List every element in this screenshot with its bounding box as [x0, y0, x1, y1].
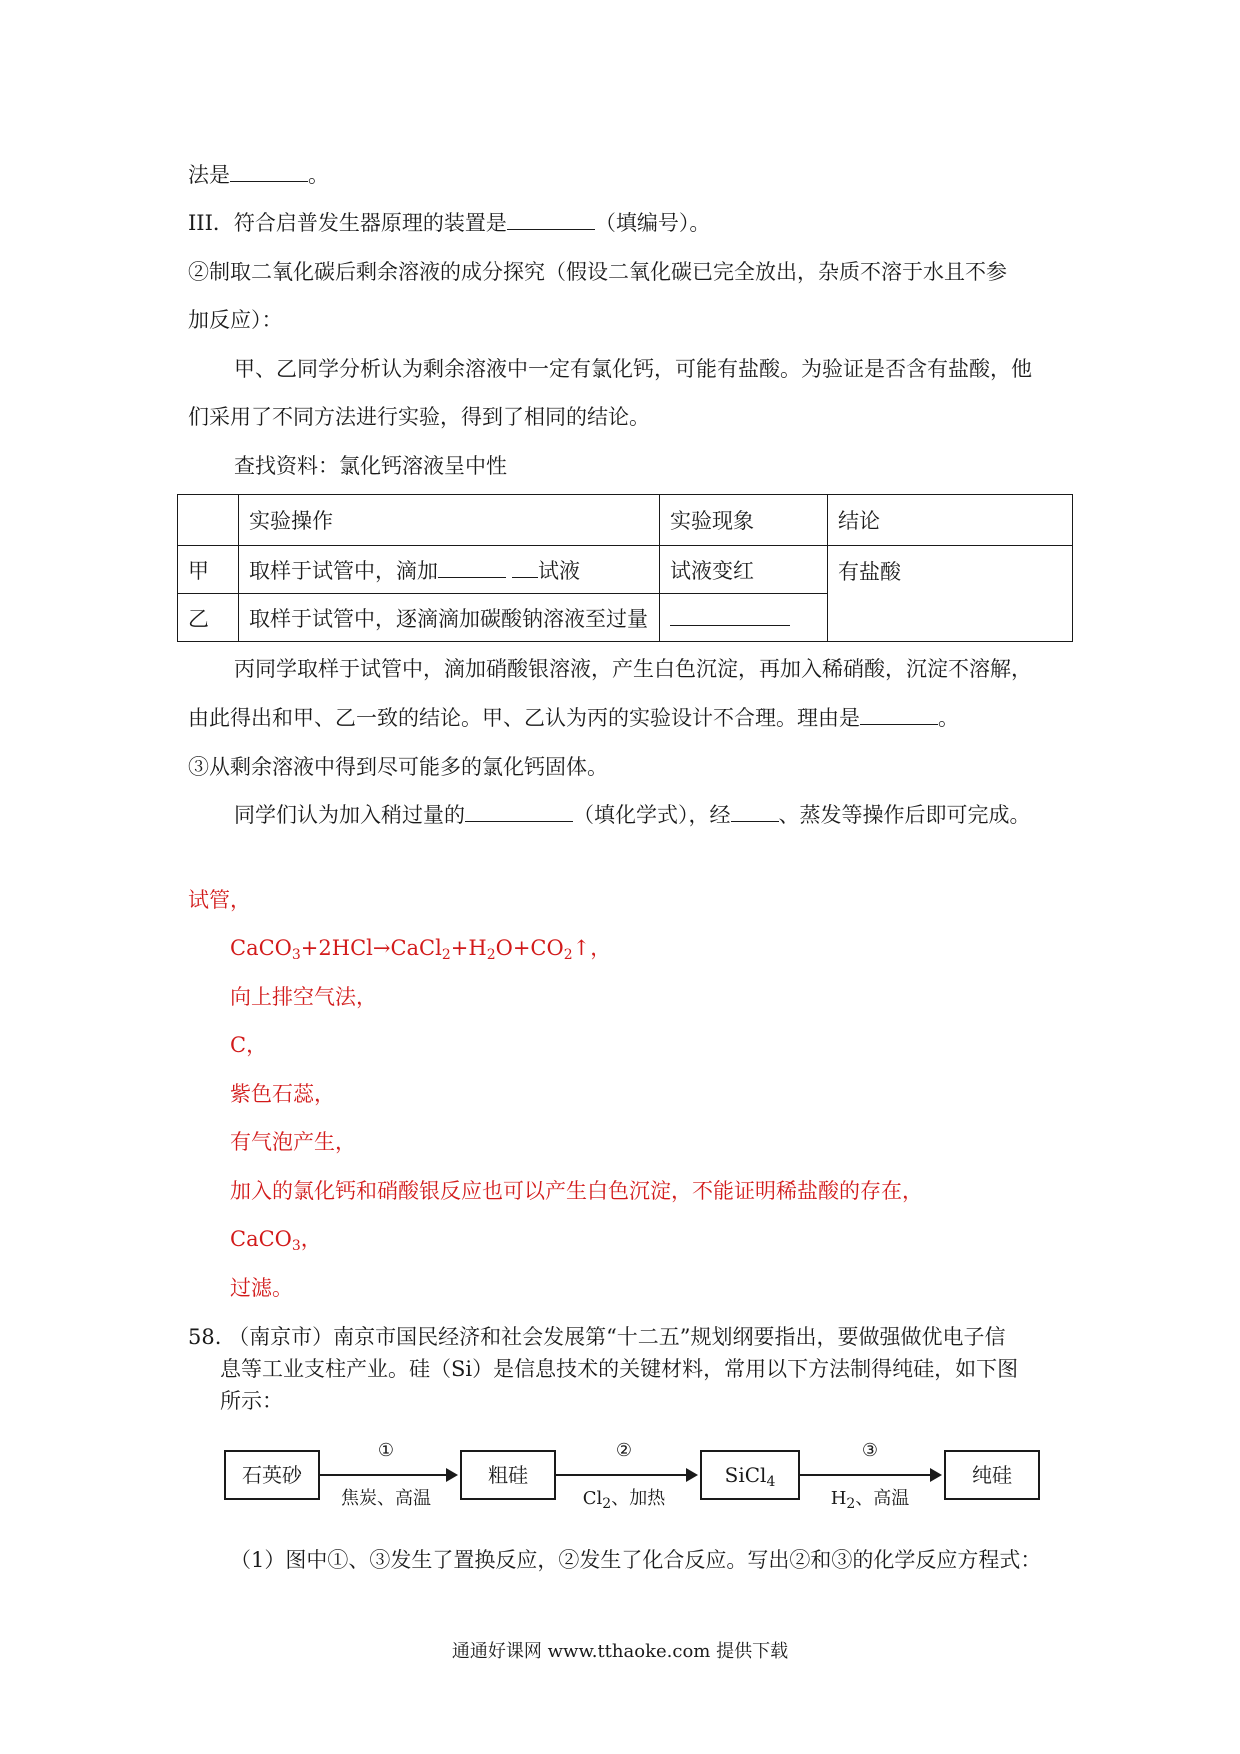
question-line: 息等工业支柱产业。硅（Si）是信息技术的关键材料，常用以下方法制得纯硅，如下图 — [220, 1357, 1019, 1381]
condition-part: H — [830, 1488, 847, 1509]
formula-part: +H — [450, 936, 487, 960]
text-line: 们采用了不同方法进行实验，得到了相同的结论。 — [188, 405, 650, 429]
flow-box-pure-silicon: 纯硅 — [944, 1450, 1040, 1500]
condition-part: 、加热 — [611, 1488, 666, 1509]
text-line: 甲、乙同学分析认为剩余溶液中一定有氯化钙，可能有盐酸。为验证是否含有盐酸，他 — [234, 357, 1032, 381]
step-number: ② — [615, 1440, 633, 1461]
question-line: 所示： — [220, 1389, 283, 1413]
formula-subscript: 2 — [563, 947, 573, 963]
text-line: 加反应）： — [188, 308, 283, 332]
text-line: 查找资料：氯化钙溶液呈中性 — [234, 454, 507, 478]
table-header-cell: 实验操作 — [239, 495, 660, 546]
text-segment: 法是 — [188, 163, 230, 187]
step-number: ③ — [861, 1440, 879, 1461]
table-header-cell: 结论 — [828, 495, 1073, 546]
question-line: （1）图中①、③发生了置换反应，②发生了化合反应。写出②和③的化学反应方程式： — [230, 1548, 1042, 1572]
reaction-arrow: → — [372, 936, 391, 960]
formula-part: CaCl — [390, 936, 442, 960]
answer-line: C， — [230, 1033, 268, 1057]
text-segment: （填编号）。 — [594, 211, 711, 235]
text-segment: 、蒸发等操作后即可完成。 — [778, 803, 1031, 827]
page-footer: 通通好课网 www.tthaoke.com 提供下载 — [451, 1641, 789, 1662]
formula-part: CaCO — [230, 936, 292, 960]
formula-part: SiCl — [724, 1463, 767, 1487]
text-line — [188, 160, 329, 190]
formula-subscript: 2 — [441, 947, 451, 963]
answer-line: 紫色石蕊， — [230, 1082, 335, 1106]
text-line: ③从剩余溶液中得到尽可能多的氯化钙固体。 — [188, 755, 608, 779]
table-header-cell — [178, 495, 239, 546]
step-condition — [552, 1484, 696, 1512]
answer-blank — [860, 704, 938, 725]
row-label: 乙 — [178, 594, 239, 642]
operation-text: 试液 — [538, 558, 580, 583]
formula-subscript: 2 — [846, 1496, 856, 1512]
text-line — [188, 208, 710, 238]
answer-blank — [507, 209, 595, 230]
answer-formula — [230, 1224, 322, 1261]
formula-part: ， — [300, 1227, 322, 1251]
flow-box-crude-silicon: 粗硅 — [460, 1450, 556, 1500]
text-segment: （填化学式），经 — [573, 803, 731, 827]
answer-blank — [512, 557, 538, 578]
formula-subscript: 2 — [486, 947, 496, 963]
conclusion-cell: 有盐酸 — [828, 546, 1073, 642]
experiment-table — [177, 494, 1073, 642]
answer-line: 有气泡产生， — [230, 1130, 356, 1154]
answer-blank — [731, 801, 779, 822]
formula-part: O+CO — [495, 936, 564, 960]
text-line — [188, 703, 959, 733]
operation-text: 取样于试管中，滴加 — [249, 558, 438, 583]
answer-blank — [438, 557, 506, 578]
flow-box-sicl4 — [700, 1450, 800, 1500]
formula-part: ↑， — [572, 936, 612, 960]
arrow-icon — [800, 1474, 940, 1476]
answer-blank — [465, 801, 573, 822]
text-segment: 由此得出和甲、乙一致的结论。甲、乙认为丙的实验设计不合理。理由是 — [188, 706, 860, 730]
table-header-row — [178, 495, 1073, 546]
answer-line: 向上排空气法， — [230, 985, 377, 1009]
phenomenon-cell: 试液变红 — [660, 546, 828, 594]
arrow-icon — [320, 1474, 456, 1476]
formula-part: +2HCl — [300, 936, 373, 960]
text-segment: 。 — [308, 163, 329, 187]
flow-box-quartz-sand: 石英砂 — [224, 1450, 320, 1500]
question-line: 58. （南京市）南京市国民经济和社会发展第“十二五”规划纲要指出，要做强做优电子信 — [188, 1325, 1006, 1349]
operation-cell — [239, 546, 660, 594]
answer-blank — [670, 605, 790, 626]
formula-subscript: 4 — [766, 1474, 776, 1490]
condition-part: Cl — [582, 1488, 603, 1509]
answer-blank — [230, 161, 308, 182]
formula-subscript: 2 — [602, 1496, 612, 1512]
formula-subscript: 3 — [291, 1238, 301, 1254]
answer-equation — [230, 933, 611, 970]
text-segment: 。 — [938, 706, 959, 730]
text-line: 丙同学取样于试管中，滴加硝酸银溶液，产生白色沉淀，再加入稀硝酸，沉淀不溶解， — [234, 657, 1032, 681]
phenomenon-cell — [660, 594, 828, 642]
condition-part: 、高温 — [855, 1488, 910, 1509]
table-header-cell: 实验现象 — [660, 495, 828, 546]
text-segment: III．符合启普发生器原理的装置是 — [188, 211, 507, 235]
answer-line: 加入的氯化钙和硝酸银反应也可以产生白色沉淀，不能证明稀盐酸的存在， — [230, 1179, 923, 1203]
step-number: ① — [377, 1440, 395, 1461]
arrow-icon — [556, 1474, 696, 1476]
row-label: 甲 — [178, 546, 239, 594]
step-condition: 焦炭、高温 — [341, 1488, 431, 1509]
step-condition — [796, 1484, 944, 1512]
formula-subscript: 3 — [291, 947, 301, 963]
table-row — [178, 546, 1073, 594]
formula-part: CaCO — [230, 1227, 292, 1251]
text-line — [234, 800, 1031, 830]
operation-cell: 取样于试管中，逐滴滴加碳酸钠溶液至过量 — [239, 594, 660, 642]
answer-line: 过滤。 — [230, 1276, 293, 1300]
answer-line: 试管， — [188, 888, 251, 912]
text-line: ②制取二氧化碳后剩余溶液的成分探究（假设二氧化碳已完全放出，杂质不溶于水且不参 — [188, 260, 1007, 284]
text-segment: 同学们认为加入稍过量的 — [234, 803, 465, 827]
